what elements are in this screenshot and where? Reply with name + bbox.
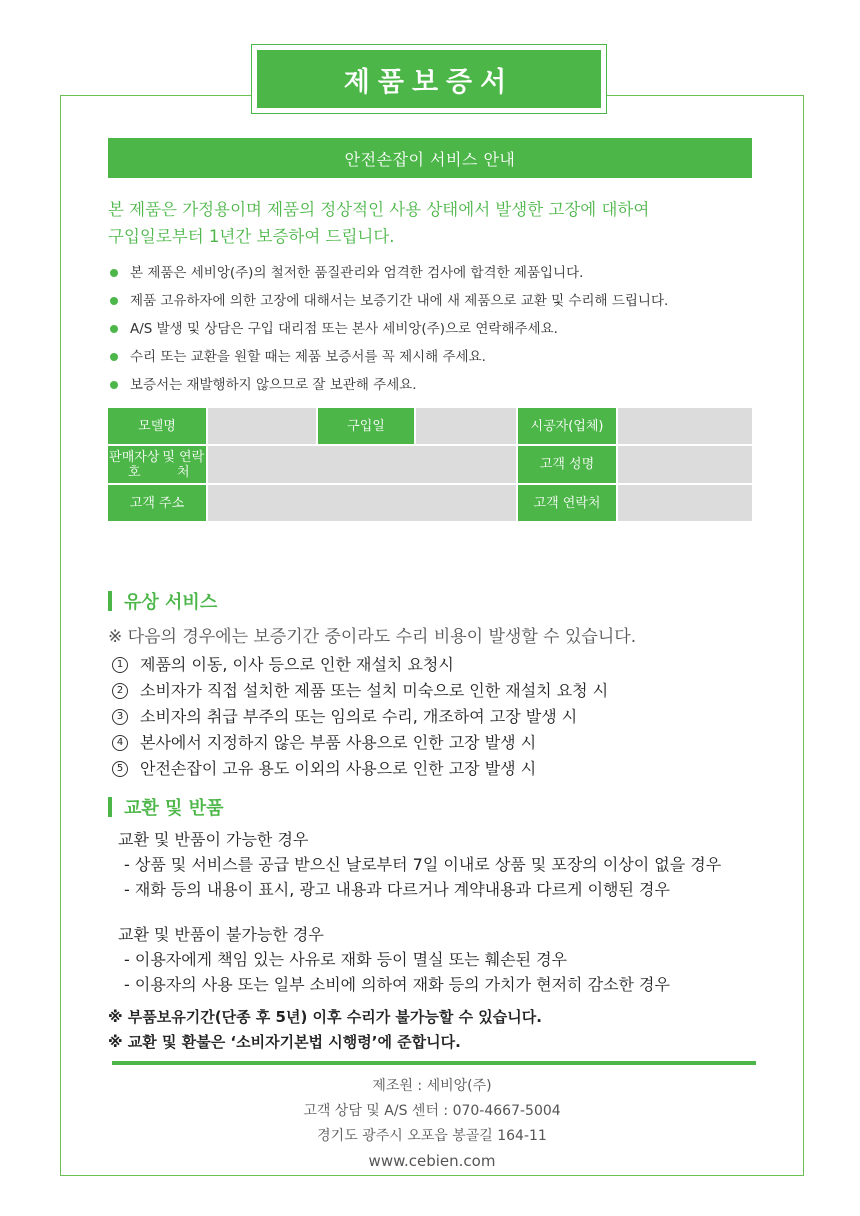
circled-number-icon: 3 <box>112 709 128 725</box>
exchange-impossible-block <box>118 922 670 997</box>
notice-item <box>108 287 768 315</box>
section-bar-icon <box>108 591 112 611</box>
customer-contact-label: 고객 연락처 <box>518 485 616 521</box>
list-item <box>112 678 608 704</box>
customer-address-label: 고객 주소 <box>108 485 206 521</box>
list-item <box>112 704 608 730</box>
list-item-text: 소비자의 취급 부주의 또는 임의로 수리, 개조하여 고장 발생 시 <box>140 707 578 726</box>
caution-notes <box>108 1005 542 1055</box>
footer <box>108 1074 756 1174</box>
page-title: 제품보증서 <box>257 50 601 108</box>
seller-field[interactable] <box>208 446 516 483</box>
notice-text: 보증서는 재발행하지 않으므로 잘 보관해 주세요. <box>130 377 417 393</box>
divider <box>112 1061 756 1065</box>
exchange-impossible-item: - 이용자에게 책임 있는 사유로 재화 등이 멸실 또는 훼손된 경우 <box>124 950 568 969</box>
intro-line-2: 구입일로부터 1년간 보증하여 드립니다. <box>108 227 395 246</box>
bullet-dot-icon <box>110 297 118 305</box>
customer-address-field[interactable] <box>208 485 516 521</box>
title-box <box>251 44 607 114</box>
notice-item <box>108 371 768 399</box>
list-item <box>112 730 608 756</box>
exchange-heading <box>108 795 223 819</box>
customer-name-label: 고객 성명 <box>518 446 616 483</box>
seller-label <box>108 446 206 483</box>
footer-service-center: 고객 상담 및 A/S 센터 : 070-4667-5004 <box>303 1103 561 1119</box>
paid-service-heading <box>108 589 217 613</box>
caution-line: ※ 부품보유기간(단종 후 5년) 이후 수리가 불가능할 수 있습니다. <box>108 1008 542 1026</box>
circled-number-icon: 5 <box>112 761 128 777</box>
circled-number-icon: 4 <box>112 735 128 751</box>
exchange-possible-item: - 재화 등의 내용이 표시, 광고 내용과 다르거나 계약내용과 다르게 이행된 경우 <box>124 880 670 899</box>
bullet-dot-icon <box>110 381 118 389</box>
model-field[interactable] <box>208 408 316 444</box>
service-guide-bar: 안전손잡이 서비스 안내 <box>108 138 752 178</box>
paid-service-list <box>112 652 608 782</box>
exchange-title: 교환 및 반품 <box>124 798 224 819</box>
circled-number-icon: 2 <box>112 683 128 699</box>
exchange-possible-block <box>118 827 721 902</box>
paid-service-note: ※ 다음의 경우에는 보증기간 중이라도 수리 비용이 발생할 수 있습니다. <box>108 627 637 647</box>
seller-label-line-1: 판매자상호 <box>109 449 160 480</box>
installer-label: 시공자(업체) <box>518 408 616 444</box>
notice-text: 수리 또는 교환을 원할 때는 제품 보증서를 꼭 제시해 주세요. <box>130 349 486 365</box>
list-item-text: 안전손잡이 고유 용도 이외의 사용으로 인한 고장 발생 시 <box>140 759 537 778</box>
customer-contact-field[interactable] <box>618 485 752 521</box>
exchange-impossible-item: - 이용자의 사용 또는 일부 소비에 의하여 재화 등의 가치가 현저히 감소한 경우 <box>124 975 670 994</box>
list-item-text: 소비자가 직접 설치한 제품 또는 설치 미숙으로 인한 재설치 요청 시 <box>140 681 609 700</box>
notice-text: 제품 고유하자에 의한 고장에 대해서는 보증기간 내에 새 제품으로 교환 및 수리해 드립니다. <box>130 293 669 309</box>
purchase-date-label: 구입일 <box>318 408 414 444</box>
notice-item <box>108 343 768 371</box>
bullet-dot-icon <box>110 353 118 361</box>
warranty-intro <box>108 196 758 250</box>
notice-item <box>108 259 768 287</box>
warranty-info-table <box>108 408 752 521</box>
list-item-text: 본사에서 지정하지 않은 부품 사용으로 인한 고장 발생 시 <box>140 733 537 752</box>
footer-address: 경기도 광주시 오포읍 봉골길 164-11 <box>317 1128 547 1144</box>
bullet-dot-icon <box>110 325 118 333</box>
caution-line: ※ 교환 및 환불은 ‘소비자기본법 시행령’에 준합니다. <box>108 1033 461 1051</box>
notice-text: A/S 발생 및 상담은 구입 대리점 또는 본사 세비앙(주)으로 연락해주세요. <box>130 321 558 337</box>
exchange-possible-item: - 상품 및 서비스를 공급 받으신 날로부터 7일 이내로 상품 및 포장의 이상이 없을 경우 <box>124 855 722 874</box>
notice-list <box>108 259 768 399</box>
exchange-impossible-title: 교환 및 반품이 불가능한 경우 <box>118 925 324 944</box>
seller-label-line-2: 및 연락처 <box>162 449 205 480</box>
section-bar-icon <box>108 797 112 817</box>
notice-item <box>108 315 768 343</box>
circled-number-icon: 1 <box>112 657 128 673</box>
purchase-date-field[interactable] <box>416 408 516 444</box>
footer-maker: 제조원 : 세비앙(주) <box>372 1078 492 1094</box>
exchange-possible-title: 교환 및 반품이 가능한 경우 <box>118 830 309 849</box>
customer-name-field[interactable] <box>618 446 752 483</box>
model-label: 모델명 <box>108 408 206 444</box>
list-item-text: 제품의 이동, 이사 등으로 인한 재설치 요청시 <box>140 655 454 674</box>
notice-text: 본 제품은 세비앙(주)의 철저한 품질관리와 엄격한 검사에 합격한 제품입니다. <box>130 265 584 281</box>
installer-field[interactable] <box>618 408 752 444</box>
list-item <box>112 756 608 782</box>
paid-service-title: 유상 서비스 <box>124 592 218 613</box>
list-item <box>112 652 608 678</box>
bullet-dot-icon <box>110 269 118 277</box>
footer-website-link[interactable]: www.cebien.com <box>368 1152 496 1170</box>
intro-line-1: 본 제품은 가정용이며 제품의 정상적인 사용 상태에서 발생한 고장에 대하여 <box>108 200 650 219</box>
